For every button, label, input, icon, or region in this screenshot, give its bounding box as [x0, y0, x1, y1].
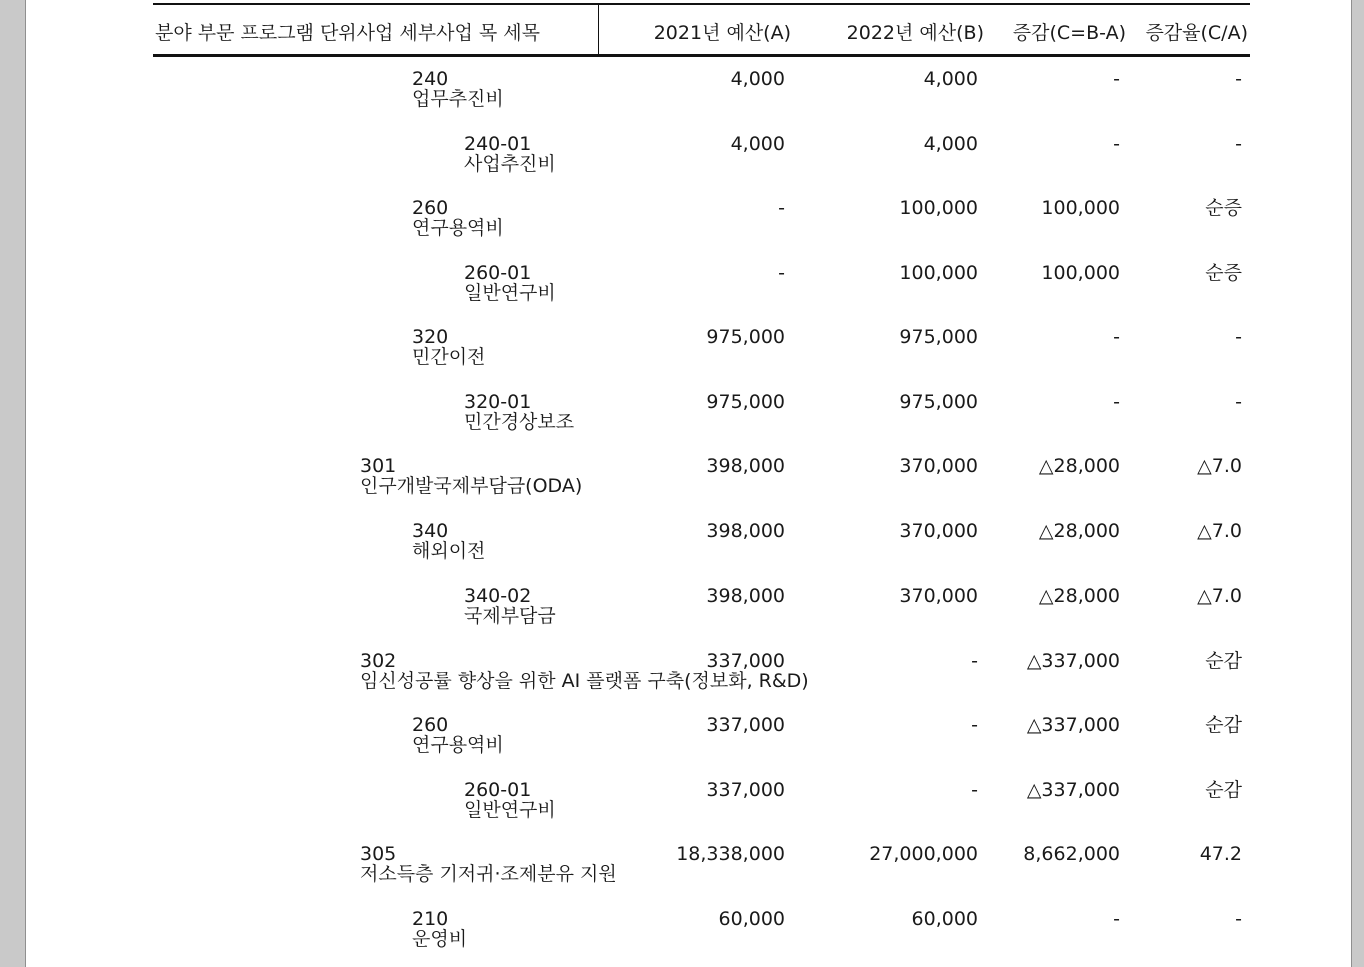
- row-code: 260: [412, 714, 449, 736]
- cell-change: △337,000: [1026, 650, 1120, 672]
- cell-change: △28,000: [1038, 585, 1120, 607]
- row-code: 240-01: [464, 133, 532, 155]
- row-name: 사업추진비: [464, 153, 556, 175]
- cell-2022: 60,000: [911, 908, 978, 930]
- cell-2021: 4,000: [730, 133, 785, 155]
- table-row: [0, 262, 1364, 322]
- cell-rate: -: [1235, 133, 1242, 155]
- row-code: 302: [360, 650, 397, 672]
- header-separator: [598, 5, 599, 54]
- cell-change: -: [1113, 908, 1120, 930]
- cell-2021: 4,000: [730, 68, 785, 90]
- cell-rate: -: [1235, 68, 1242, 90]
- cell-2022: -: [971, 714, 978, 736]
- cell-rate: -: [1235, 908, 1242, 930]
- table-row: [0, 779, 1364, 839]
- cell-2022: 975,000: [899, 391, 978, 413]
- cell-2022: -: [971, 650, 978, 672]
- row-name: 임신성공률 향상을 위한 AI 플랫폼 구축(정보화, R&D): [360, 670, 809, 692]
- table-row: [0, 326, 1364, 386]
- table-row: [0, 843, 1364, 903]
- cell-change: 100,000: [1041, 262, 1120, 284]
- header-2022-budget: 2022년 예산(B): [846, 22, 984, 44]
- cell-rate: 순감: [1205, 779, 1242, 801]
- cell-2022: 370,000: [899, 455, 978, 477]
- row-code: 340-02: [464, 585, 532, 607]
- row-code: 320-01: [464, 391, 532, 413]
- header-change: 증감(C=B-A): [1012, 22, 1126, 44]
- cell-2022: 4,000: [923, 133, 978, 155]
- row-name: 민간경상보조: [464, 411, 575, 433]
- row-code: 340: [412, 520, 449, 542]
- cell-2022: 100,000: [899, 262, 978, 284]
- header-change-rate: 증감율(C/A): [1145, 22, 1248, 44]
- row-code: 210: [412, 908, 449, 930]
- cell-2021: 337,000: [706, 779, 785, 801]
- cell-rate: △7.0: [1197, 455, 1242, 477]
- header-2021-budget: 2021년 예산(A): [653, 22, 791, 44]
- header-hierarchy-label: 분야 부문 프로그램 단위사업 세부사업 목 세목: [155, 22, 540, 44]
- table-row: [0, 68, 1364, 128]
- cell-change: △28,000: [1038, 455, 1120, 477]
- row-name: 연구용역비: [412, 734, 504, 756]
- cell-2022: 370,000: [899, 585, 978, 607]
- cell-change: 100,000: [1041, 197, 1120, 219]
- table-row: [0, 650, 1364, 710]
- cell-rate: 순감: [1205, 650, 1242, 672]
- cell-2022: 27,000,000: [869, 843, 978, 865]
- row-name: 업무추진비: [412, 88, 504, 110]
- cell-change: -: [1113, 326, 1120, 348]
- cell-2021: 60,000: [718, 908, 785, 930]
- table-row: [0, 133, 1364, 193]
- cell-2022: 100,000: [899, 197, 978, 219]
- row-code: 305: [360, 843, 397, 865]
- cell-rate: 47.2: [1199, 843, 1242, 865]
- cell-rate: 순감: [1205, 714, 1242, 736]
- cell-change: △337,000: [1026, 714, 1120, 736]
- cell-change: △337,000: [1026, 779, 1120, 801]
- cell-change: -: [1113, 68, 1120, 90]
- row-name: 연구용역비: [412, 217, 504, 239]
- cell-rate: -: [1235, 326, 1242, 348]
- cell-2021: 337,000: [706, 650, 785, 672]
- cell-2021: 975,000: [706, 326, 785, 348]
- row-code: 301: [360, 455, 397, 477]
- cell-2022: 4,000: [923, 68, 978, 90]
- cell-change: 8,662,000: [1023, 843, 1120, 865]
- cell-2021: -: [778, 197, 785, 219]
- table-row: [0, 197, 1364, 257]
- table-row: [0, 455, 1364, 515]
- cell-2021: 398,000: [706, 455, 785, 477]
- row-code: 240: [412, 68, 449, 90]
- cell-rate: 순증: [1205, 197, 1242, 219]
- table-row: [0, 585, 1364, 645]
- row-code: 320: [412, 326, 449, 348]
- row-name: 국제부담금: [464, 605, 556, 627]
- row-code: 260-01: [464, 262, 532, 284]
- row-name: 민간이전: [412, 346, 486, 368]
- row-name: 인구개발국제부담금(ODA): [360, 475, 583, 497]
- cell-change: -: [1113, 391, 1120, 413]
- table-top-rule: [153, 3, 1250, 5]
- cell-rate: △7.0: [1197, 585, 1242, 607]
- row-name: 해외이전: [412, 540, 486, 562]
- row-name: 일반연구비: [464, 282, 556, 304]
- row-name: 일반연구비: [464, 799, 556, 821]
- table-row: [0, 520, 1364, 580]
- cell-2021: -: [778, 262, 785, 284]
- cell-2022: 370,000: [899, 520, 978, 542]
- cell-2022: -: [971, 779, 978, 801]
- cell-2022: 975,000: [899, 326, 978, 348]
- cell-change: -: [1113, 133, 1120, 155]
- cell-2021: 18,338,000: [676, 843, 785, 865]
- row-code: 260: [412, 197, 449, 219]
- table-row: [0, 908, 1364, 966]
- row-name: 운영비: [412, 928, 468, 950]
- cell-rate: △7.0: [1197, 520, 1242, 542]
- cell-rate: -: [1235, 391, 1242, 413]
- cell-rate: 순증: [1205, 262, 1242, 284]
- table-row: [0, 391, 1364, 451]
- cell-2021: 398,000: [706, 520, 785, 542]
- row-code: 260-01: [464, 779, 532, 801]
- cell-2021: 337,000: [706, 714, 785, 736]
- cell-change: △28,000: [1038, 520, 1120, 542]
- row-name: 저소득층 기저귀·조제분유 지원: [360, 863, 617, 885]
- cell-2021: 975,000: [706, 391, 785, 413]
- table-row: [0, 714, 1364, 774]
- header-bottom-rule: [153, 54, 1250, 57]
- cell-2021: 398,000: [706, 585, 785, 607]
